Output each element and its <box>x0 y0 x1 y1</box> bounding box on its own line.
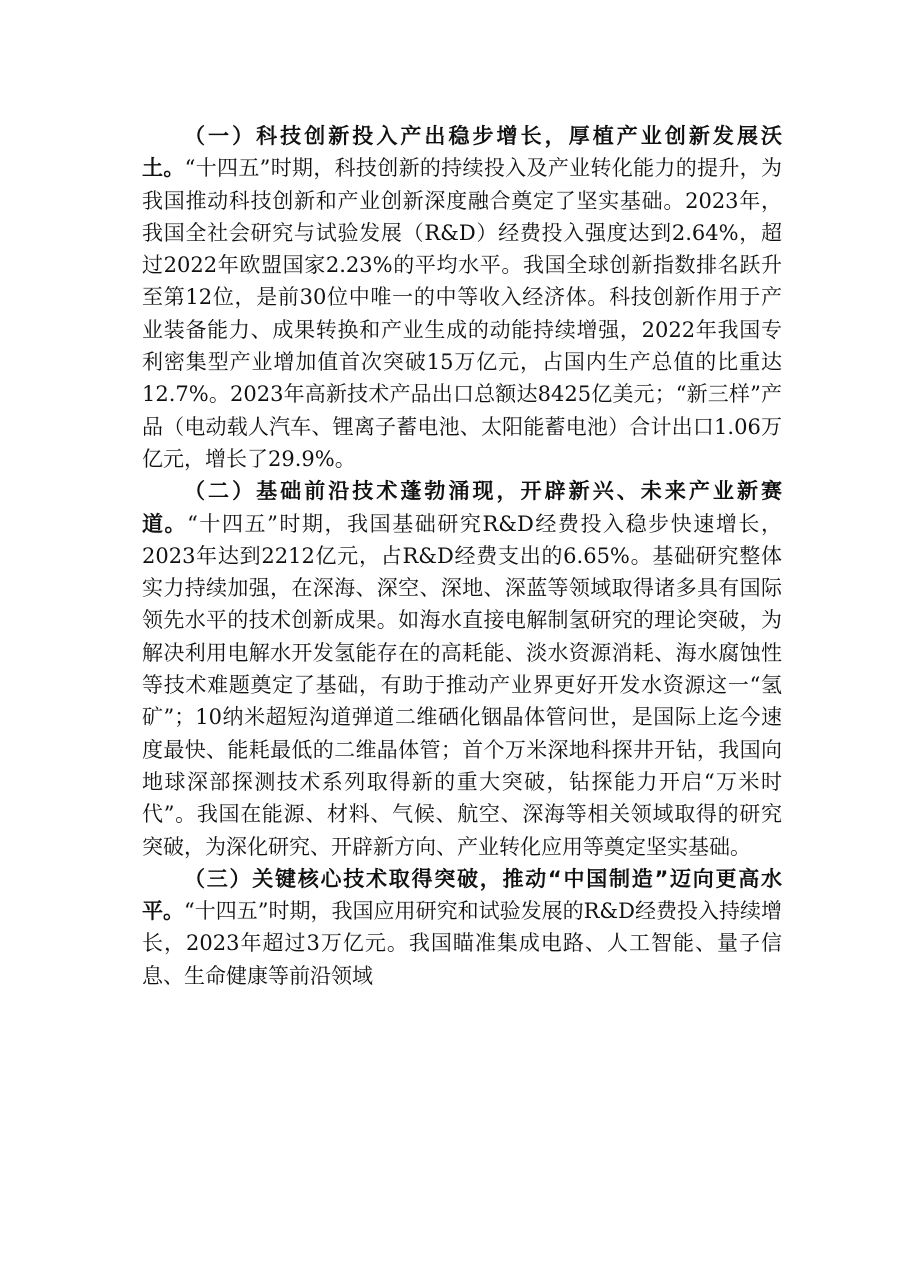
paragraph-1-heading: （一）科技创新投入产出稳步增长，厚植产业创新发展沃土。 <box>142 124 782 181</box>
paragraph-3 <box>142 863 782 992</box>
document-body <box>142 120 782 992</box>
paragraph-1-body: “十四五”时期，科技创新的持续投入及产业转化能力的提升，为我国推动科技创新和产业创新深度融合奠定了坚实基础。2023年，我国全社会研究与试验发展（R&D）经费投入强度达到2.64%，超过2022年欧盟国家2.23%的平均水平。我国全球创新指数排名跃升至第12位，是前30位中唯一的中等收入经济体。科技创新作用于产业装备能力、成果转换和产业生成的动能持续增强，2022年我国专利密集型产业增加值首次突破15万亿元，占国内生产总值的比重达12.7%。2023年高新技术产品出口总额达8425亿美元；“新三样”产品（电动载人汽车、锂离子蓄电池、太阳能蓄电池）合计出口1.06万亿元，增长了29.9%。 <box>142 156 782 471</box>
paragraph-3-body: “十四五”时期，我国应用研究和试验发展的R&D经费投入持续增长，2023年超过3万亿元。我国瞄准集成电路、人工智能、量子信息、生命健康等前沿领域 <box>142 899 783 988</box>
paragraph-2-body: “十四五”时期，我国基础研究R&D经费投入稳步快速增长，2023年达到2212亿元，占R&D经费支出的6.65%。基础研究整体实力持续加强，在深海、深空、深地、深蓝等领域取得诸多具有国际领先水平的技术创新成果。如海水直接电解制氢研究的理论突破，为解决利用电解水开发氢能存在的高耗能、淡水资源消耗、海水腐蚀性等技术难题奠定了基础，有助于推动产业界更好开发水资源这一“氢矿”；10纳米超短沟道弹道二维硒化铟晶体管问世，是国际上迄今速度最快、能耗最低的二维晶体管；首个万米深地科探井开钻，我国向地球深部探测技术系列取得新的重大突破，钻探能力开启“万米时代”。我国在能源、材料、气候、航空、深海等相关领域取得的研究突破，为深化研究、开辟新方向、产业转化应用等奠定坚实基础。 <box>142 511 782 859</box>
paragraph-2-heading: （二）基础前沿技术蓬勃涌现，开辟新兴、未来产业新赛道。 <box>142 479 782 536</box>
paragraph-3-heading: （三）关键核心技术取得突破，推动“中国制造”迈向更高水平。 <box>142 866 782 924</box>
paragraph-1 <box>142 120 782 475</box>
paragraph-2 <box>142 475 782 863</box>
